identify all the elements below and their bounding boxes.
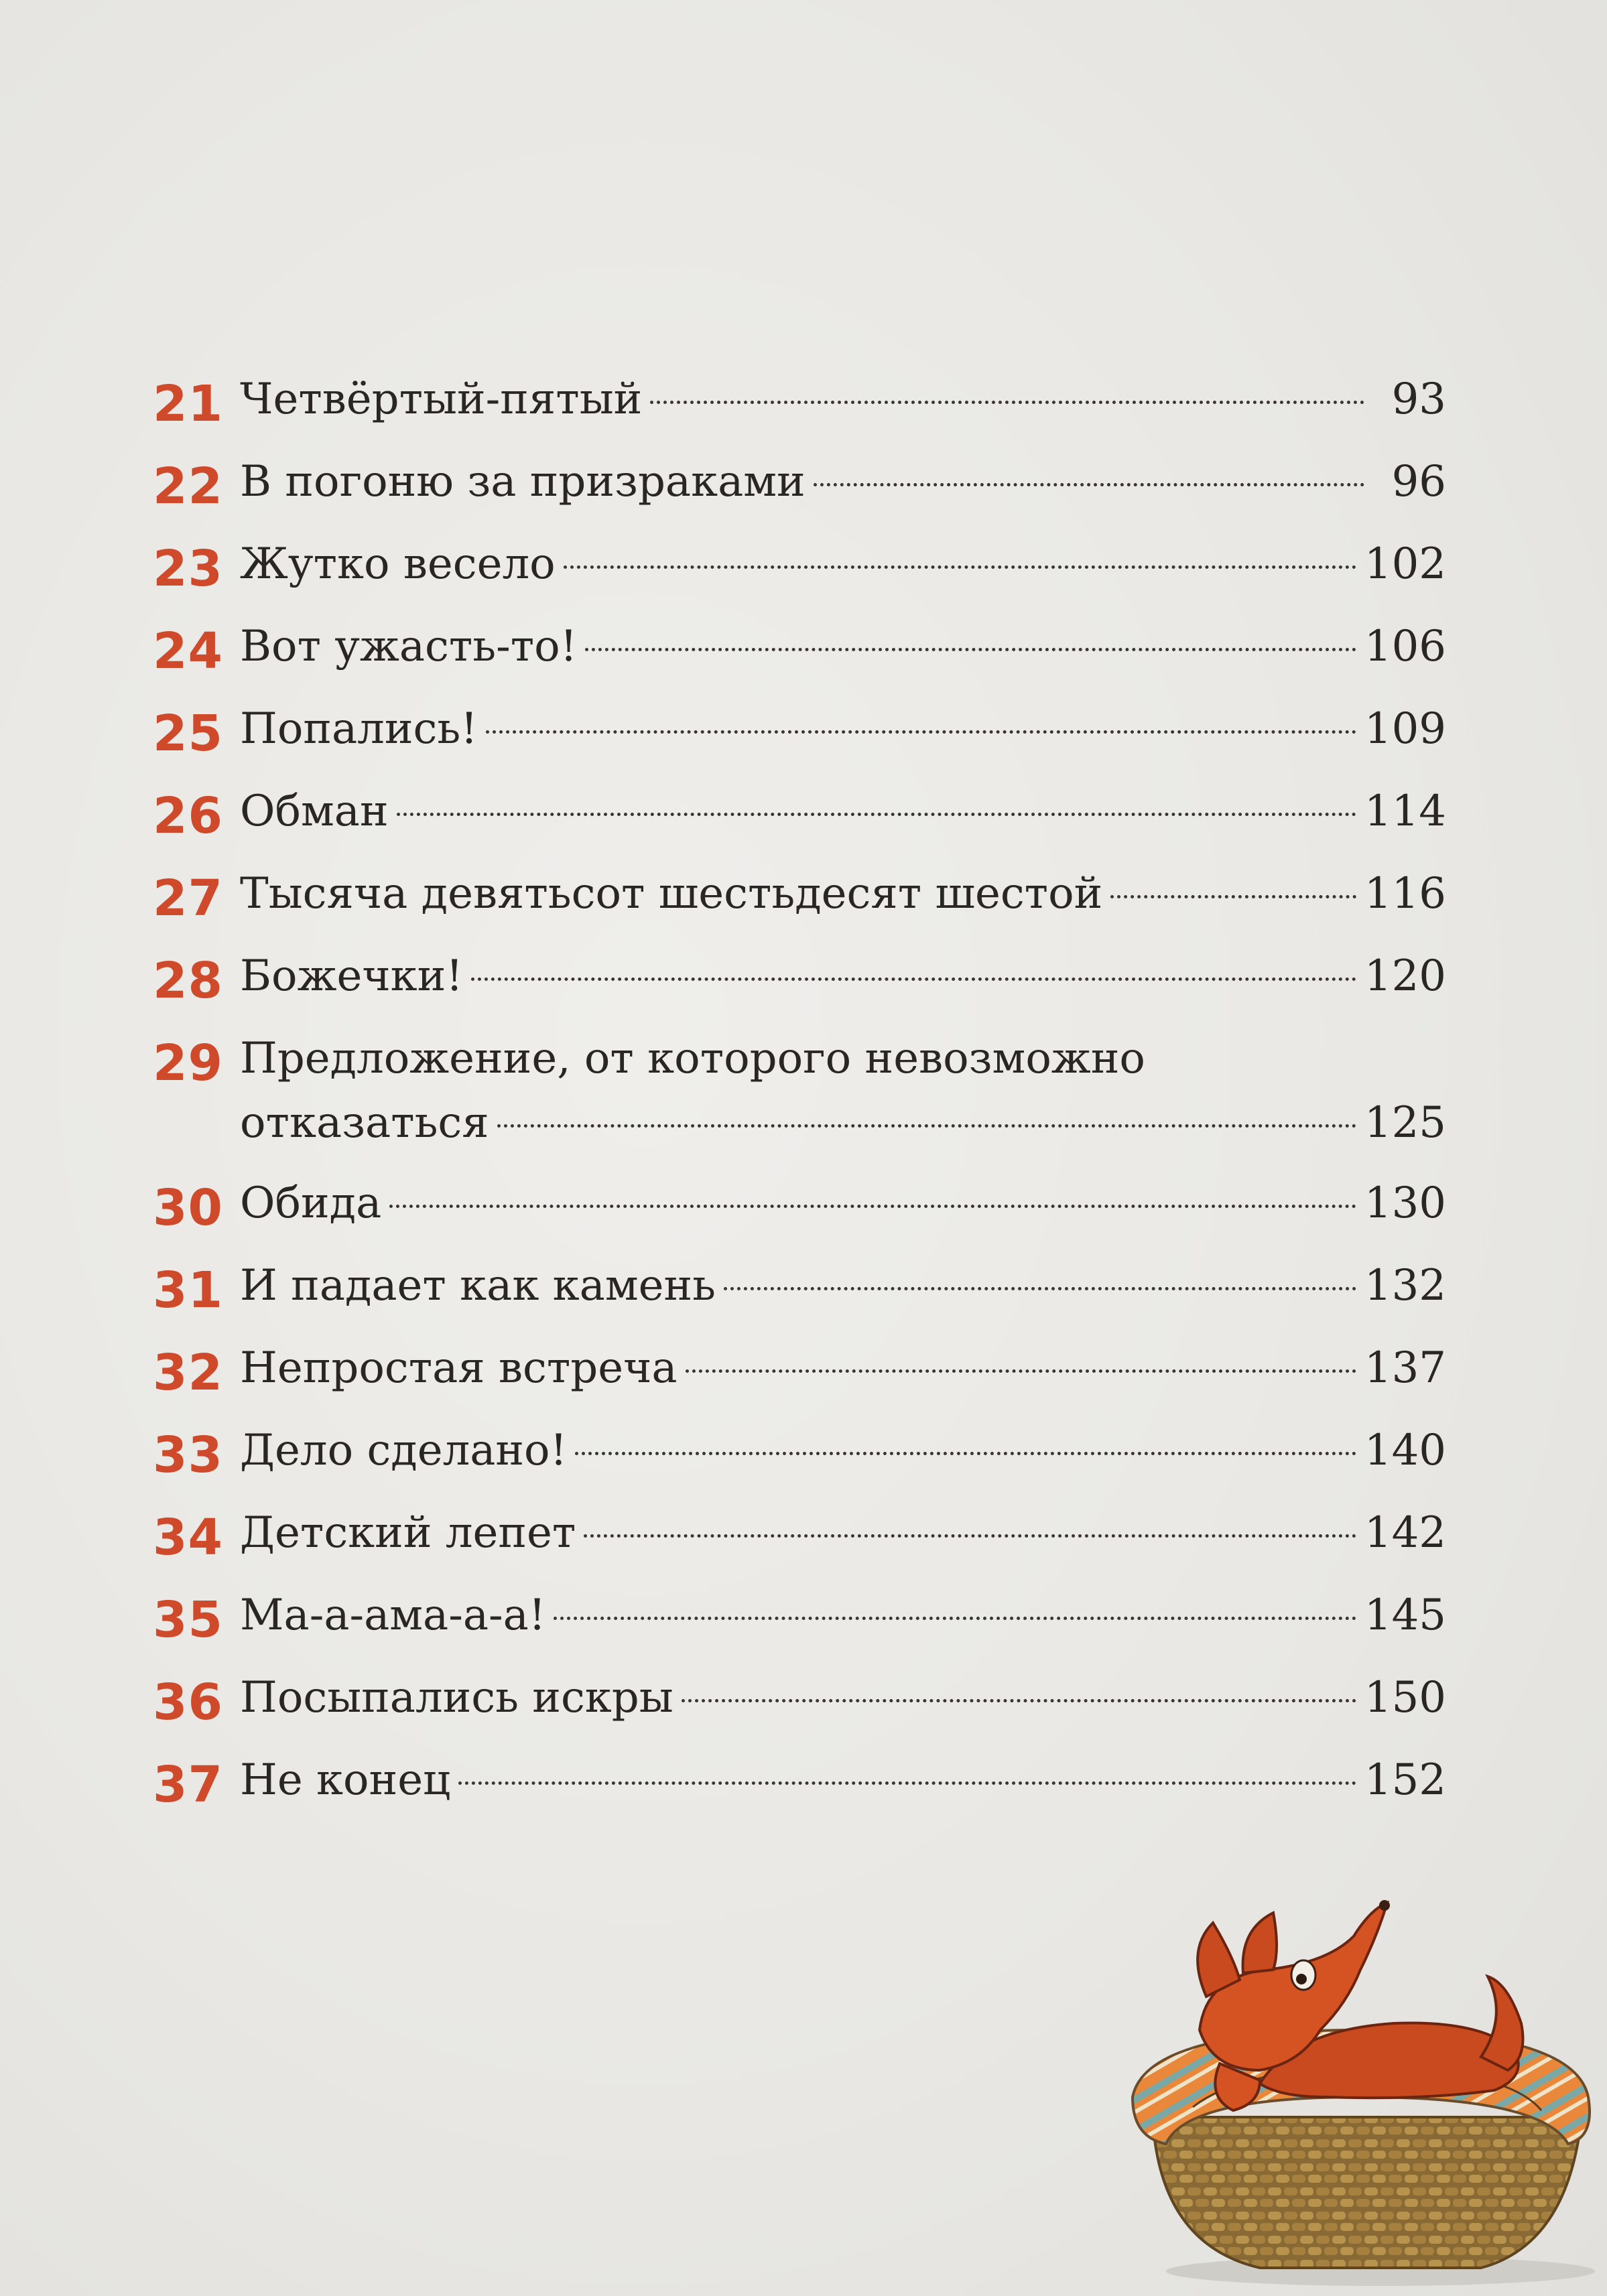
dot-leader xyxy=(486,730,1356,734)
toc-entry-33[interactable] xyxy=(153,1418,1446,1501)
toc-entry-37[interactable] xyxy=(153,1748,1446,1830)
table-of-contents xyxy=(153,367,1446,1830)
page-number: 137 xyxy=(1364,1343,1446,1393)
chapter-title: Ма-а-ама-а-а! xyxy=(240,1591,546,1640)
toc-entry-36[interactable] xyxy=(153,1666,1446,1748)
chapter-title: Обида xyxy=(240,1178,382,1228)
toc-entry-body xyxy=(240,779,1446,843)
chapter-number: 25 xyxy=(153,705,223,762)
page-number: 152 xyxy=(1364,1755,1446,1805)
dot-leader xyxy=(1110,895,1356,898)
toc-entry-body xyxy=(240,367,1446,431)
toc-entry-23[interactable] xyxy=(153,532,1446,614)
toc-entry-body xyxy=(240,1336,1446,1400)
dot-leader xyxy=(682,1699,1356,1702)
chapter-title-line-1: Предложение, от которого невозможно xyxy=(240,1034,1145,1083)
toc-entry-26[interactable] xyxy=(153,779,1446,862)
chapter-number: 21 xyxy=(153,375,223,433)
page-number: 145 xyxy=(1364,1591,1446,1640)
toc-entry-body xyxy=(240,1418,1446,1483)
chapter-number: 24 xyxy=(153,622,223,680)
chapter-number: 30 xyxy=(153,1179,223,1237)
chapter-number: 32 xyxy=(153,1344,223,1402)
page-number: 150 xyxy=(1364,1673,1446,1723)
dot-leader xyxy=(585,648,1356,651)
toc-entry-body xyxy=(240,944,1446,1008)
chapter-number: 37 xyxy=(153,1756,223,1814)
toc-entry-34[interactable] xyxy=(153,1501,1446,1583)
page-number: 130 xyxy=(1364,1178,1446,1228)
toc-entry-body xyxy=(240,1748,1446,1812)
chapter-number: 22 xyxy=(153,458,223,515)
toc-entry-31[interactable] xyxy=(153,1254,1446,1336)
chapter-number: 23 xyxy=(153,540,223,598)
toc-entry-body xyxy=(240,1026,1446,1155)
page-number: 114 xyxy=(1364,787,1446,836)
toc-entry-27[interactable] xyxy=(153,862,1446,944)
chapter-title: Тысяча девятьсот шестьдесят шестой xyxy=(240,869,1103,919)
chapter-title-line-2: отказаться xyxy=(240,1098,489,1148)
chapter-title: Непростая встреча xyxy=(240,1343,678,1393)
page-number: 132 xyxy=(1364,1261,1446,1310)
toc-entry-body xyxy=(240,862,1446,926)
dot-leader xyxy=(458,1781,1356,1785)
dot-leader xyxy=(686,1369,1356,1373)
chapter-number: 35 xyxy=(153,1591,223,1649)
toc-entry-32[interactable] xyxy=(153,1336,1446,1418)
toc-entry-21[interactable] xyxy=(153,367,1446,450)
toc-entry-30[interactable] xyxy=(153,1171,1446,1254)
toc-entry-body xyxy=(240,1501,1446,1565)
toc-entry-28[interactable] xyxy=(153,944,1446,1026)
dot-leader xyxy=(564,565,1356,569)
chapter-number: 28 xyxy=(153,952,223,1010)
dot-leader xyxy=(584,1534,1356,1538)
page-number: 96 xyxy=(1391,457,1446,507)
chapter-number: 31 xyxy=(153,1262,223,1319)
chapter-number: 33 xyxy=(153,1426,223,1484)
chapter-title: И падает как камень xyxy=(240,1261,716,1310)
chapter-title: В погоню за призраками xyxy=(240,457,806,507)
page-number: 93 xyxy=(1391,375,1446,424)
page-number: 109 xyxy=(1364,704,1446,754)
page-number: 106 xyxy=(1364,622,1446,671)
dot-leader xyxy=(650,401,1364,404)
toc-entry-22[interactable] xyxy=(153,450,1446,532)
dot-leader xyxy=(724,1287,1356,1290)
dot-leader xyxy=(554,1617,1356,1620)
chapter-title: Обман xyxy=(240,787,389,836)
chapter-number: 34 xyxy=(153,1509,223,1566)
chapter-number: 36 xyxy=(153,1674,223,1731)
chapter-title: Дело сделано! xyxy=(240,1426,568,1475)
chapter-title: Детский лепет xyxy=(240,1508,576,1558)
chapter-number: 26 xyxy=(153,787,223,845)
page-number: 102 xyxy=(1364,539,1446,589)
toc-entry-body xyxy=(240,1254,1446,1318)
dot-leader xyxy=(497,1124,1356,1128)
toc-entry-body xyxy=(240,1666,1446,1730)
fox-in-basket-icon xyxy=(1106,1896,1602,2291)
page-number: 116 xyxy=(1364,869,1446,919)
dot-leader xyxy=(471,977,1356,981)
toc-entry-35[interactable] xyxy=(153,1583,1446,1666)
toc-entry-body xyxy=(240,532,1446,596)
toc-entry-25[interactable] xyxy=(153,697,1446,779)
toc-entry-body xyxy=(240,1583,1446,1647)
chapter-title: Четвёртый-пятый xyxy=(240,375,643,424)
chapter-title: Попались! xyxy=(240,704,478,754)
page-number: 120 xyxy=(1364,951,1446,1001)
chapter-title: Не конец xyxy=(240,1755,451,1805)
dot-leader xyxy=(814,483,1364,486)
page-number: 140 xyxy=(1364,1426,1446,1475)
toc-entry-body xyxy=(240,697,1446,761)
dot-leader xyxy=(389,1205,1356,1208)
dot-leader xyxy=(575,1452,1356,1455)
chapter-number: 27 xyxy=(153,870,223,927)
chapter-title: Жутко весело xyxy=(240,539,556,589)
page-number: 142 xyxy=(1364,1508,1446,1558)
toc-entry-body xyxy=(240,450,1446,514)
toc-entry-body xyxy=(240,1171,1446,1235)
toc-entry-body xyxy=(240,614,1446,679)
dot-leader xyxy=(397,813,1356,816)
chapter-title: Посыпались искры xyxy=(240,1673,673,1723)
toc-entry-24[interactable] xyxy=(153,614,1446,697)
chapter-title: Божечки! xyxy=(240,951,463,1001)
chapter-title: Вот ужасть-то! xyxy=(240,622,578,671)
toc-entry-29[interactable] xyxy=(153,1026,1446,1171)
chapter-number: 29 xyxy=(153,1034,223,1092)
page-number: 125 xyxy=(1364,1098,1446,1148)
